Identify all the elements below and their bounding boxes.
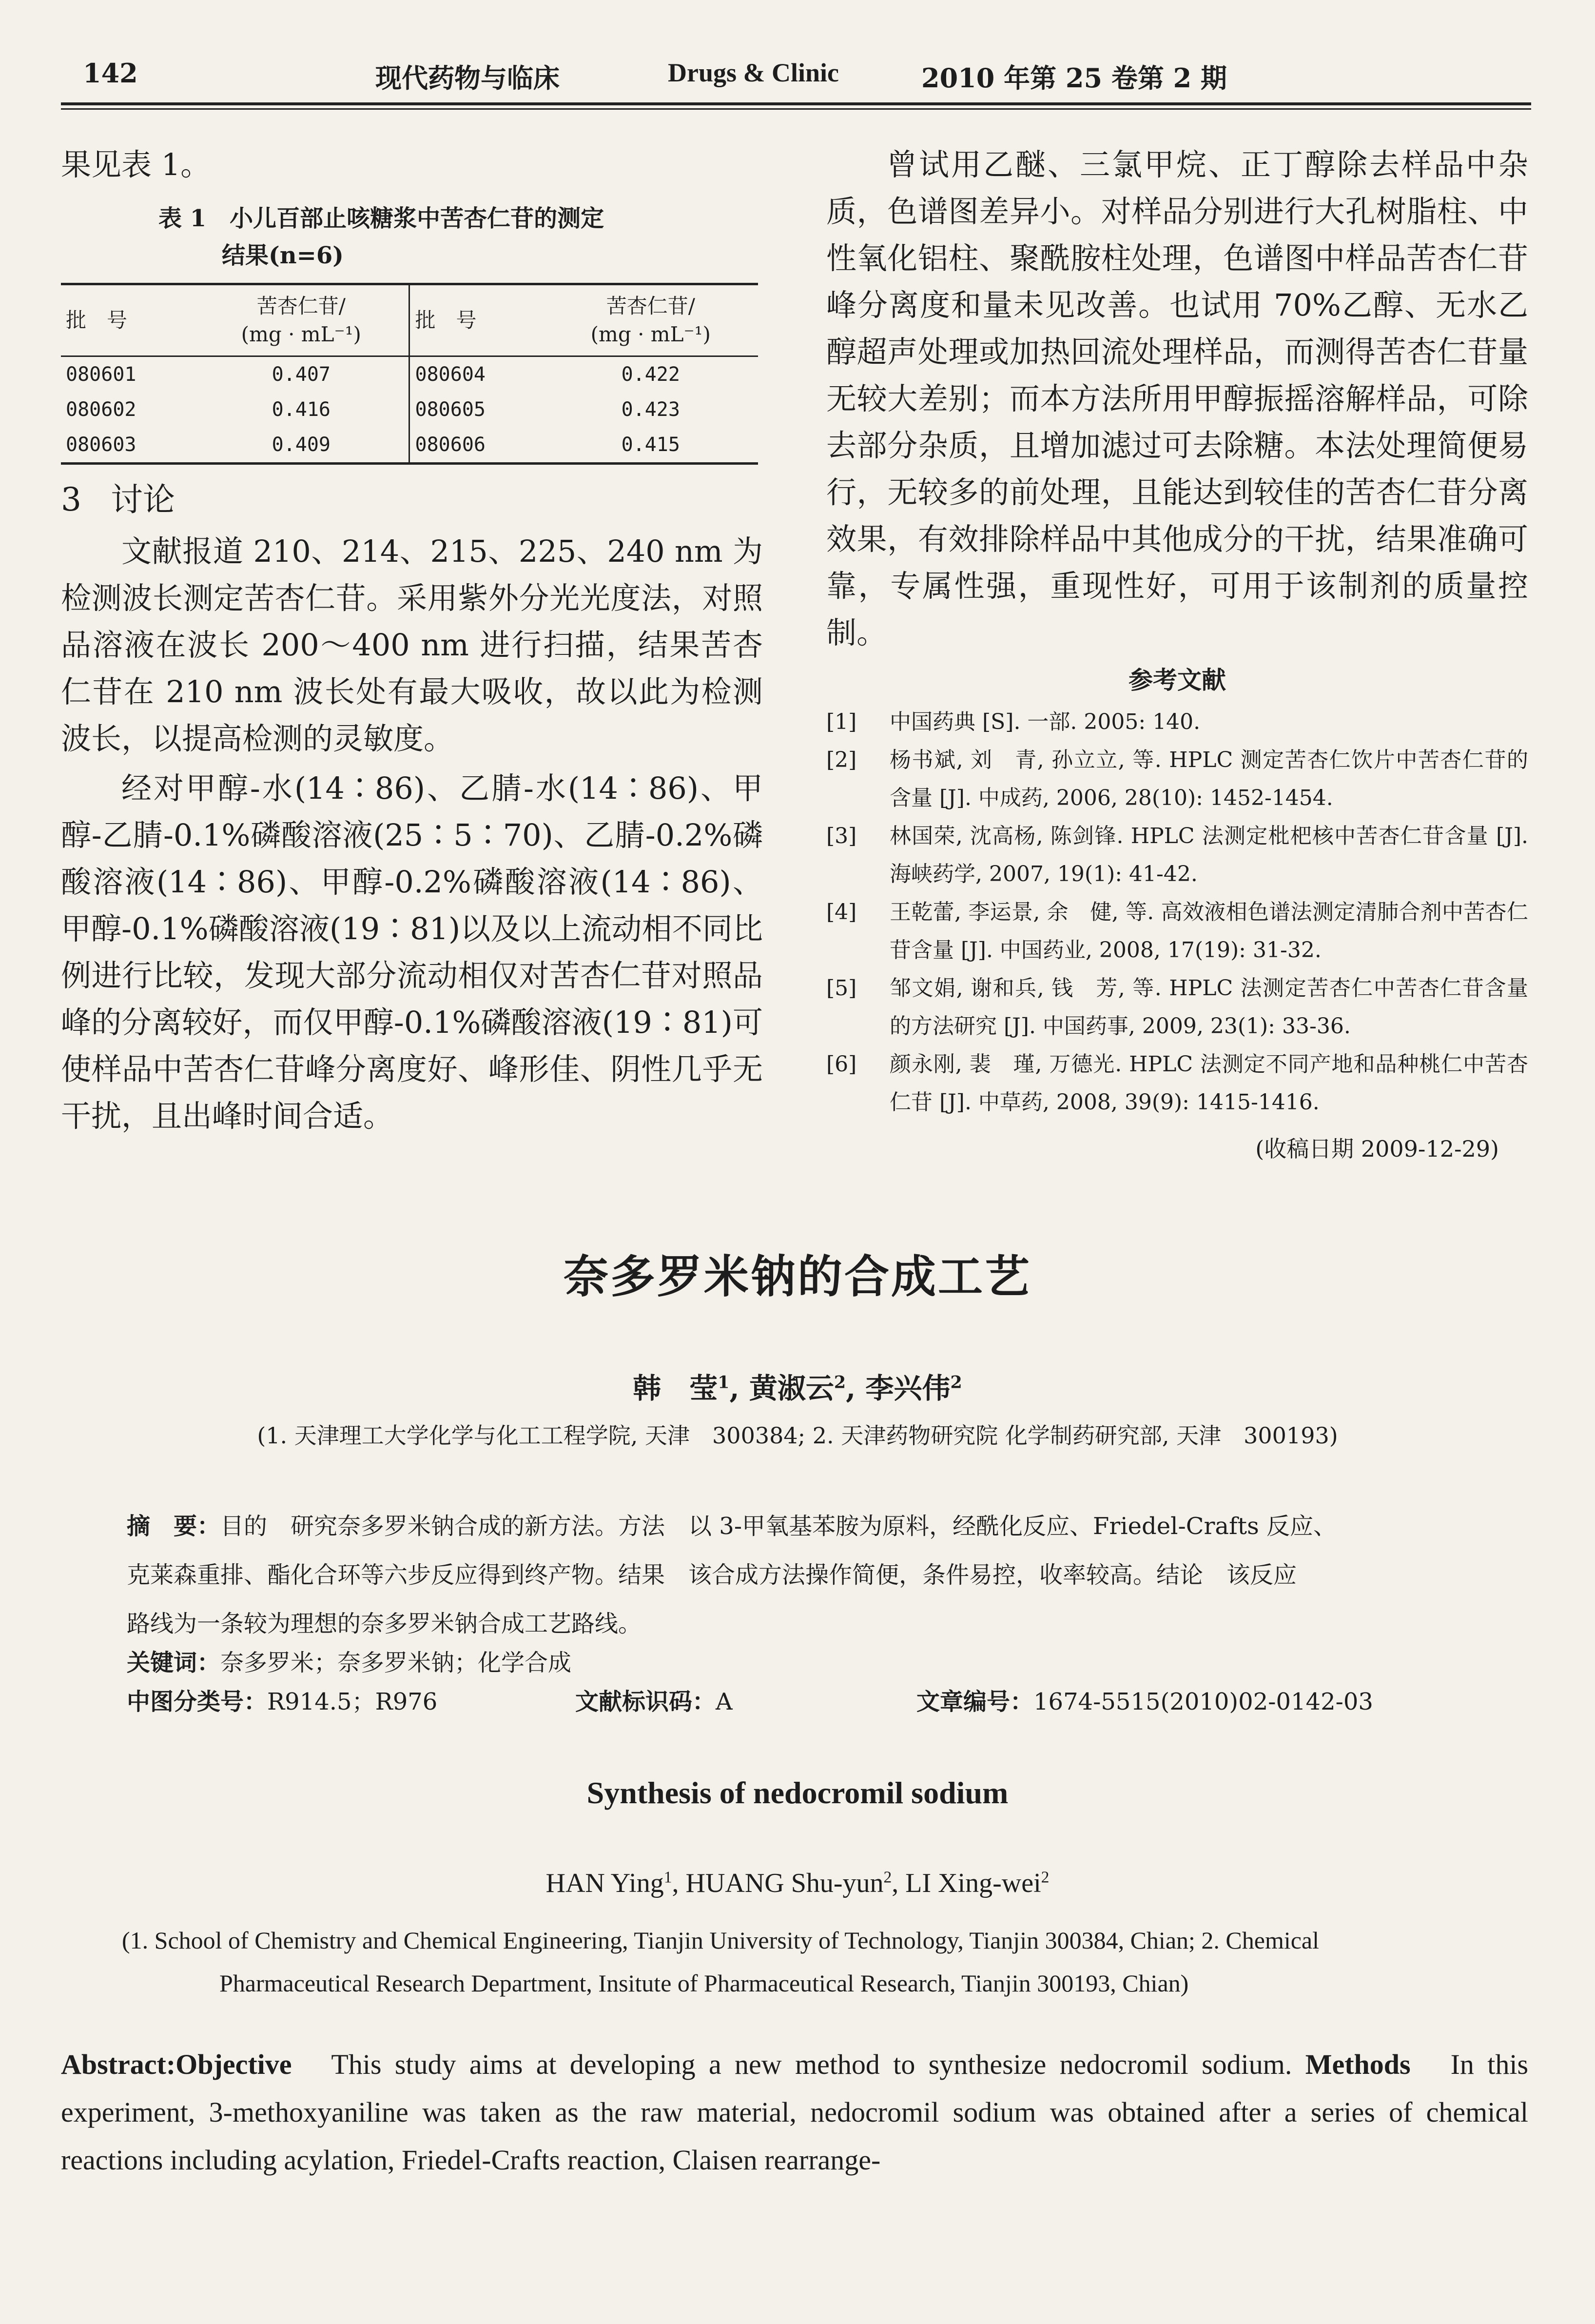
article-no-label: 文章编号： bbox=[916, 1688, 1034, 1715]
table-cell: 0.409 bbox=[272, 433, 331, 456]
left-column bbox=[61, 141, 763, 1140]
table-cell: 0.422 bbox=[621, 363, 680, 386]
table-header-amygdalin-2: 苦杏仁苷/ (mg · mL⁻¹) bbox=[590, 294, 711, 346]
reference-number: [5] bbox=[826, 976, 857, 1001]
keywords-label: 关键词： bbox=[127, 1649, 221, 1676]
reference-text: 中国药典 [S]. 一部. 2005: 140. bbox=[890, 709, 1201, 734]
table-header-row bbox=[61, 284, 758, 356]
abstract-cn bbox=[127, 1502, 1462, 1648]
reference-text: 杨书斌, 刘 青, 孙立立, 等. HPLC 测定苦杏仁饮片中苦杏仁苷的含量 [J]. 中成药, 2006, 28(10): 1452-1454. bbox=[890, 748, 1528, 810]
article-title-cn: 奈多罗米钠的合成工艺 bbox=[563, 1250, 1031, 1303]
clc-value: R914.5；R976 bbox=[267, 1688, 438, 1715]
table-cell: 080606 bbox=[409, 427, 544, 464]
header-rule-top bbox=[61, 102, 1531, 105]
table-header-amygdalin-1: 苦杏仁苷/ (mg · mL⁻¹) bbox=[241, 294, 361, 346]
page-number: 142 bbox=[83, 58, 138, 89]
doc-code-value: A bbox=[716, 1688, 733, 1715]
abstract-cn-label: 摘 要： bbox=[127, 1513, 221, 1540]
header-rule-bottom bbox=[61, 108, 1531, 110]
reference-item bbox=[826, 703, 1528, 741]
abstract-cn-line3: 路线为一条较为理想的奈多罗米钠合成工艺路线。 bbox=[127, 1610, 642, 1637]
affiliation-cn: (1. 天津理工大学化学与化工工程学院, 天津 300384; 2. 天津药物研究院 化学制药研究部, 天津 300193) bbox=[257, 1422, 1338, 1449]
reference-number: [4] bbox=[826, 900, 857, 925]
table-cell: 080604 bbox=[409, 356, 544, 393]
discussion-paragraph-1: 文献报道 210、214、215、225、240 nm 为检测波长测定苦杏仁苷。采用紫外分光光度法，对照品溶液在波长 200～400 nm 进行扫描，结果苦杏仁苷在 210 nm 波长处有最大吸收，故以此为检测波长，以提高检测的灵敏度。 bbox=[61, 533, 763, 756]
classification-row bbox=[127, 1677, 1462, 1726]
journal-title-cn: 现代药物与临床 bbox=[375, 62, 560, 94]
affiliation-en bbox=[122, 1919, 1487, 2005]
abstract-en bbox=[61, 2041, 1528, 2184]
table-caption bbox=[61, 200, 763, 274]
affiliation-en-line2: Pharmaceutical Research Department, Insitute of Pharmaceutical Research, Tianjin 300193, Chian) bbox=[219, 1969, 1189, 1997]
methods-label: Methods bbox=[1305, 2048, 1411, 2080]
reference-item bbox=[826, 1045, 1528, 1122]
clc-cell bbox=[127, 1677, 575, 1726]
author-cn-2: 黄淑云 bbox=[749, 1372, 834, 1405]
abstract-cn-line2: 克莱森重排、酯化合环等六步反应得到终产物。结果 该合成方法操作简便，条件易控，收率较高。结论 该反应 bbox=[127, 1561, 1297, 1589]
table-header-batch-2: 批 号 bbox=[409, 284, 544, 356]
reference-item bbox=[826, 741, 1528, 817]
reference-text: 王乾蕾, 李运景, 余 健, 等. 高效液相色谱法测定清肺合剂中苦杏仁苷含量 [J]. 中国药业, 2008, 17(19): 31-32. bbox=[890, 900, 1528, 963]
table-row bbox=[61, 427, 758, 464]
methods-text: In this experiment, 3-methoxyaniline was taken as the raw material, nedocromil sodium was obtained after a series of chemical reactions including acylation, Friedel-Crafts reaction, Claisen rearrange- bbox=[61, 2048, 1529, 2176]
author-en-3-sup: 2 bbox=[1041, 1868, 1050, 1887]
section-title: 讨论 bbox=[111, 481, 175, 518]
reference-text: 颜永刚, 裴 瑾, 万德光. HPLC 法测定不同产地和品种桃仁中苦杏仁苷 [J]. 中草药, 2008, 39(9): 1415-1416. bbox=[890, 1052, 1528, 1115]
table-caption-line1: 表 1 小儿百部止咳糖浆中苦杏仁苷的测定 bbox=[158, 205, 604, 232]
doc-code-label: 文献标识码： bbox=[575, 1688, 716, 1715]
table-cell: 080603 bbox=[66, 433, 136, 456]
table-row bbox=[61, 392, 758, 427]
abstract-cn-line1 bbox=[127, 1502, 1462, 1551]
author-en-1-sup: 1 bbox=[663, 1868, 672, 1887]
reference-item bbox=[826, 969, 1528, 1045]
received-date: (收稿日期 2009-12-29) bbox=[1255, 1136, 1499, 1162]
table-cell: 080602 bbox=[66, 398, 136, 421]
results-intro: 果见表 1。 bbox=[61, 147, 211, 182]
issue-info: 2010 年第 25 卷第 2 期 bbox=[921, 62, 1227, 94]
article-title-en: Synthesis of nedocromil sodium bbox=[586, 1775, 1009, 1810]
authors-cn: 韩 莹$^1$, 黄淑云$^2$, 李兴伟$^2$ bbox=[633, 1372, 962, 1405]
table-cell: 0.415 bbox=[621, 433, 680, 456]
discussion-paragraph-2: 经对甲醇-水(14∶86)、乙腈-水(14∶86)、甲醇-乙腈-0.1%磷酸溶液(25∶5∶70)、乙腈-0.2%磷酸溶液(14∶86)、甲醇-0.2%磷酸溶液(14∶86)、甲醇-0.1%磷酸溶液(19∶81)以及以上流动相不同比例进行比较，发现大部分流动相仅对苦杏仁苷对照品峰的分离较好，而仅甲醇-0.1%磷酸溶液(19∶81)可使样品中苦杏仁苷峰分离度好、峰形佳、阴性几乎无干扰，且出峰时间合适。 bbox=[61, 770, 763, 1134]
table-row bbox=[61, 356, 758, 393]
results-table bbox=[61, 283, 758, 465]
section-number: 3 bbox=[61, 481, 81, 518]
author-cn-3: 李兴伟 bbox=[865, 1372, 951, 1405]
table-body bbox=[61, 356, 758, 464]
table-caption-line2: 结果(n=6) bbox=[222, 242, 344, 269]
author-en-3: LI Xing-wei bbox=[905, 1868, 1041, 1898]
objective-label: Objective bbox=[175, 2048, 292, 2080]
table-cell: 0.416 bbox=[272, 398, 331, 421]
journal-title-en: Drugs & Clinic bbox=[668, 58, 839, 87]
table-cell: 0.423 bbox=[621, 398, 680, 421]
author-cn-2-sup: 2 bbox=[834, 1372, 846, 1393]
right-column bbox=[826, 141, 1528, 1163]
reference-item bbox=[826, 893, 1528, 969]
table-cell: 080605 bbox=[409, 392, 544, 427]
clc-label: 中图分类号： bbox=[127, 1688, 268, 1715]
reference-text: 邹文娟, 谢和兵, 钱 芳, 等. HPLC 法测定苦杏仁中苦杏仁苷含量的方法研究 [J]. 中国药事, 2009, 23(1): 33-36. bbox=[890, 976, 1528, 1039]
author-cn-3-sup: 2 bbox=[950, 1372, 962, 1393]
affiliation-en-line1: (1. School of Chemistry and Chemical Engineering, Tianjin University of Technology, Tianjin 300384, Chian; 2. Chemical bbox=[122, 1927, 1320, 1954]
author-en-2-sup: 2 bbox=[883, 1868, 892, 1887]
article-no-cell bbox=[916, 1677, 1373, 1726]
reference-number: [6] bbox=[826, 1052, 857, 1077]
reference-number: [3] bbox=[826, 824, 857, 848]
reference-number: [2] bbox=[826, 748, 857, 772]
references-list bbox=[826, 703, 1528, 1122]
author-en-2: HUANG Shu-yun bbox=[685, 1868, 884, 1898]
author-cn-1-sup: 1 bbox=[718, 1372, 730, 1393]
table-header-batch-1: 批 号 bbox=[66, 308, 128, 332]
abstract-en-label: Abstract: bbox=[61, 2048, 176, 2080]
reference-text: 林国荣, 沈高杨, 陈剑锋. HPLC 法测定枇杷核中苦杏仁苷含量 [J]. 海峡药学, 2007, 19(1): 41-42. bbox=[890, 824, 1528, 886]
table-cell: 080601 bbox=[66, 363, 136, 386]
references-heading: 参考文献 bbox=[1128, 666, 1226, 694]
discussion-paragraph-3: 曾试用乙醚、三氯甲烷、正丁醇除去样品中杂质，色谱图差异小。对样品分别进行大孔树脂柱、中性氧化铝柱、聚酰胺柱处理，色谱图中样品苦杏仁苷峰分离度和量未见改善。也试用 70%乙醇、无水乙醇超声处理或加热回流处理样品，而测得苦杏仁苷量无较大差别；而本方法所用甲醇振摇溶解样品，可除去部分杂质，且增加滤过可去除糖。本法处理简便易行，无较多的前处理，且能达到较佳的苦杏仁苷分离效果，有效排除样品中其他成分的干扰，结果准确可靠，专属性强，重现性好，可用于该制剂的质量控制。 bbox=[826, 147, 1528, 650]
doc-code-cell bbox=[575, 1677, 916, 1726]
authors-en: HAN Ying$^1$, HUANG Shu-yun$^2$, LI Xing-wei$^2$ bbox=[545, 1868, 1050, 1898]
author-en-1: HAN Ying bbox=[545, 1868, 664, 1898]
table-cell: 0.407 bbox=[272, 363, 331, 386]
section-heading bbox=[61, 475, 763, 524]
author-cn-1: 韩 莹 bbox=[633, 1372, 718, 1405]
reference-item bbox=[826, 817, 1528, 893]
abstract-cn-text1: 目的 研究奈多罗米钠合成的新方法。方法 以 3-甲氧基苯胺为原料，经酰化反应、Friedel-Crafts 反应、 bbox=[220, 1513, 1337, 1540]
objective-text: This study aims at developing a new method to synthesize nedocromil sodium. bbox=[331, 2048, 1292, 2080]
reference-number: [1] bbox=[826, 709, 857, 734]
keywords-value: 奈多罗米；奈多罗米钠；化学合成 bbox=[220, 1649, 572, 1676]
article-no-value: 1674-5515(2010)02-0142-03 bbox=[1033, 1688, 1373, 1715]
